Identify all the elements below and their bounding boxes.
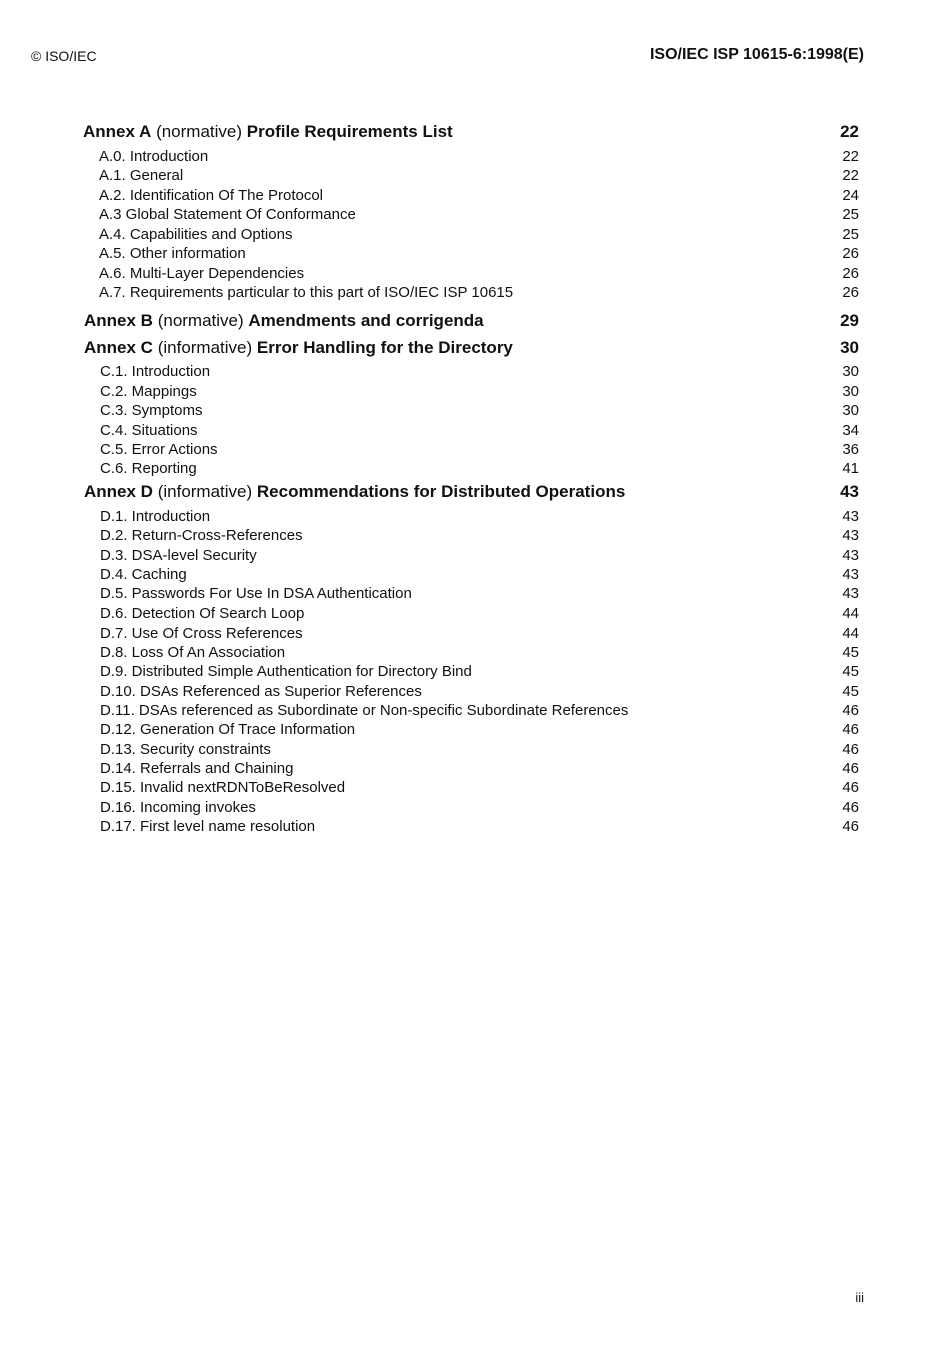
toc-entry[interactable]	[0, 585, 950, 605]
toc-entry[interactable]	[0, 422, 950, 442]
toc-entry-page: 45	[842, 644, 859, 661]
toc-entry-page: 46	[842, 779, 859, 796]
toc-entry-title: D.15. Invalid nextRDNToBeResolved	[100, 779, 346, 796]
toc-entry-page: 46	[842, 760, 859, 777]
toc-entry[interactable]	[0, 760, 950, 780]
toc-entry-title: D.17. First level name resolution	[100, 818, 316, 835]
toc-entry-title: D.3. DSA-level Security	[100, 547, 257, 564]
toc-annex-b[interactable]	[0, 311, 950, 331]
annex-b-title: Amendments and corrigenda	[248, 311, 484, 330]
toc-entry-title: D.16. Incoming invokes	[100, 799, 256, 816]
toc-entry[interactable]	[0, 625, 950, 645]
annex-b-page: 29	[840, 311, 859, 330]
toc-entry-title: D.8. Loss Of An Association	[100, 644, 286, 661]
toc-entry-page: 25	[842, 226, 859, 243]
toc-entry-page: 25	[842, 206, 859, 223]
toc-entry-title: D.11. DSAs referenced as Subordinate or Non-specific Subordinate References	[100, 702, 629, 719]
toc-annex-c[interactable]	[0, 338, 950, 358]
toc-entry-title: D.12. Generation Of Trace Information	[100, 721, 356, 738]
toc-entry-page: 45	[842, 683, 859, 700]
toc-entry-title: A.0. Introduction	[99, 148, 209, 165]
toc-annex-d[interactable]	[0, 482, 950, 502]
toc-entry-page: 36	[842, 441, 859, 458]
toc-entry-title: D.1. Introduction	[100, 508, 211, 525]
toc-entry-page: 22	[842, 167, 859, 184]
toc-entry-title: D.10. DSAs Referenced as Superior References	[100, 683, 422, 700]
toc-entry-title: D.14. Referrals and Chaining	[100, 760, 294, 777]
toc-entry-title: A.6. Multi-Layer Dependencies	[99, 265, 305, 282]
toc-entry[interactable]	[0, 547, 950, 567]
toc-entry-title: C.4. Situations	[100, 422, 198, 439]
toc-entry[interactable]	[0, 460, 950, 480]
toc-entry[interactable]	[0, 265, 950, 285]
toc-entry-page: 43	[842, 566, 859, 583]
toc-entry-page: 43	[842, 527, 859, 544]
toc-entry-page: 26	[842, 245, 859, 262]
toc-entry-page: 30	[842, 402, 859, 419]
toc-entry-page: 44	[842, 625, 859, 642]
toc-entry-page: 26	[842, 265, 859, 282]
toc-entry-title: C.3. Symptoms	[100, 402, 203, 419]
copyright-header: © ISO/IEC	[31, 48, 97, 64]
toc-annex-a[interactable]	[0, 122, 950, 142]
annex-a-title: Profile Requirements List	[246, 122, 453, 141]
annex-c-page: 30	[840, 338, 859, 357]
annex-c-kind: (informative)	[157, 338, 253, 357]
toc-entry[interactable]	[0, 605, 950, 625]
toc-entry[interactable]	[0, 187, 950, 207]
toc-entry[interactable]	[0, 663, 950, 683]
toc-entry[interactable]	[0, 702, 950, 722]
toc-entry-page: 24	[842, 187, 859, 204]
toc-entry[interactable]	[0, 206, 950, 226]
page-number: iii	[855, 1290, 864, 1305]
toc-entry-title: D.13. Security constraints	[100, 741, 271, 758]
annex-a-page: 22	[840, 122, 859, 141]
annex-b-kind: (normative)	[157, 311, 244, 330]
toc-entry-page: 46	[842, 721, 859, 738]
annex-a-kind: (normative)	[156, 122, 243, 141]
toc-entry-title: A.4. Capabilities and Options	[99, 226, 293, 243]
toc-entry-title: D.4. Caching	[100, 566, 187, 583]
toc-entry[interactable]	[0, 383, 950, 403]
toc-entry-page: 22	[842, 148, 859, 165]
toc-entry[interactable]	[0, 402, 950, 422]
toc-entry[interactable]	[0, 441, 950, 461]
toc-entry[interactable]	[0, 683, 950, 703]
toc-entry-page: 43	[842, 585, 859, 602]
toc-entry[interactable]	[0, 741, 950, 761]
toc-entry-title: D.2. Return-Cross-References	[100, 527, 303, 544]
annex-c-title: Error Handling for the Directory	[256, 338, 513, 357]
toc-entry[interactable]	[0, 566, 950, 586]
toc-entry-title: D.7. Use Of Cross References	[100, 625, 303, 642]
toc-entry-title: C.6. Reporting	[100, 460, 197, 477]
toc-entry-title: D.6. Detection Of Search Loop	[100, 605, 305, 622]
toc-entry[interactable]	[0, 818, 950, 838]
toc-entry-page: 34	[842, 422, 859, 439]
toc-entry-title: A.1. General	[99, 167, 184, 184]
toc-entry[interactable]	[0, 363, 950, 383]
toc-entry[interactable]	[0, 799, 950, 819]
annex-b-label: Annex B	[84, 311, 153, 330]
annex-a-label: Annex A	[83, 122, 152, 141]
toc-entry[interactable]	[0, 245, 950, 265]
toc-entry-title: A.5. Other information	[99, 245, 246, 262]
toc-entry[interactable]	[0, 721, 950, 741]
toc-entry-page: 45	[842, 663, 859, 680]
toc-entry-page: 46	[842, 799, 859, 816]
annex-d-title: Recommendations for Distributed Operations	[256, 482, 626, 501]
toc-entry[interactable]	[0, 508, 950, 528]
toc-entry-page: 46	[842, 702, 859, 719]
toc-entry-page: 44	[842, 605, 859, 622]
toc-entry[interactable]	[0, 644, 950, 664]
toc-entry[interactable]	[0, 226, 950, 246]
toc-entry-title: D.9. Distributed Simple Authentication for Directory Bind	[100, 663, 472, 680]
annex-c-label: Annex C	[84, 338, 153, 357]
toc-entry[interactable]	[0, 148, 950, 168]
annex-d-label: Annex D	[84, 482, 153, 501]
toc-entry[interactable]	[0, 167, 950, 187]
toc-entry-page: 41	[842, 460, 859, 477]
toc-entry-title: A.7. Requirements particular to this part of ISO/IEC ISP 10615	[99, 284, 514, 301]
toc-entry-page: 43	[842, 508, 859, 525]
toc-entry[interactable]	[0, 284, 950, 304]
toc-entry-title: C.5. Error Actions	[100, 441, 218, 458]
toc-entry[interactable]	[0, 779, 950, 799]
toc-entry-page: 30	[842, 363, 859, 380]
document-number-header: ISO/IEC ISP 10615-6:1998(E)	[649, 46, 864, 63]
annex-d-kind: (informative)	[157, 482, 253, 501]
toc-entry-title: D.5. Passwords For Use In DSA Authentication	[100, 585, 412, 602]
toc-entry-title: C.1. Introduction	[100, 363, 211, 380]
toc-entry-page: 30	[842, 383, 859, 400]
toc-entry-page: 43	[842, 547, 859, 564]
toc-entry-page: 26	[842, 284, 859, 301]
toc-entry-page: 46	[842, 741, 859, 758]
toc-entry-title: A.3 Global Statement Of Conformance	[99, 206, 356, 223]
toc-entry-page: 46	[842, 818, 859, 835]
toc-entry[interactable]	[0, 527, 950, 547]
annex-d-page: 43	[840, 482, 859, 501]
toc-entry-title: C.2. Mappings	[100, 383, 197, 400]
toc-entry-title: A.2. Identification Of The Protocol	[99, 187, 324, 204]
